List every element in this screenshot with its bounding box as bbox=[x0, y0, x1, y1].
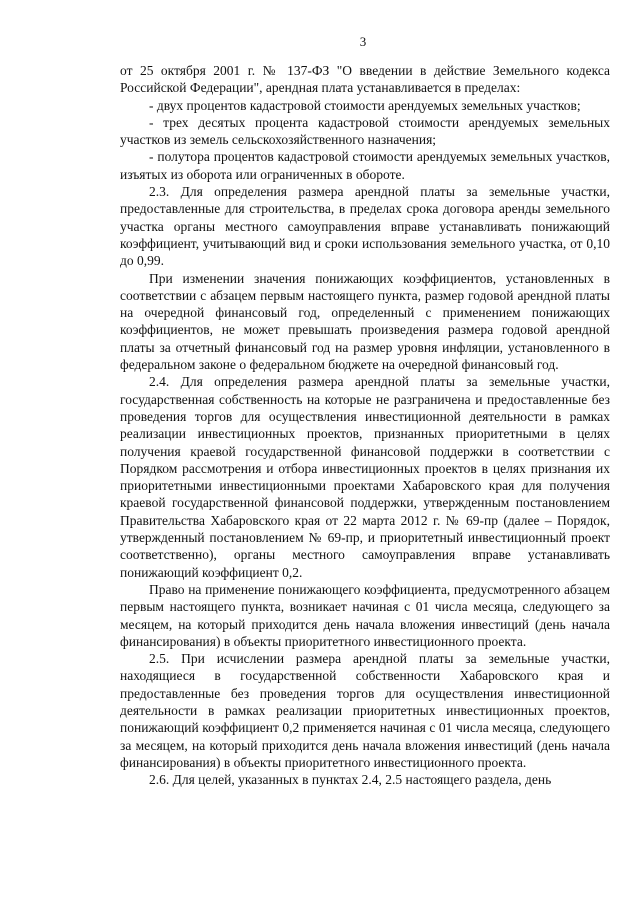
list-item-two-percent: - двух процентов кадастровой стоимости арендуемых земельных участков; bbox=[149, 97, 581, 113]
clause-2-5: 2.5. При исчислении размера арендной платы за земельные участки, находящиеся в государственной собственности Хабаровского края и предоставленные без проведения торгов для осуществления инвестиционной деятельности в рамках реализации приоритетных инвестиционных проектов, понижающий коэффициент 0,2 применяется начиная с 01 числа месяца, следующего за месяцем, на который приходится день начала вложения инвестиций (день начала финансирования) в объекты приоритетного инвестиционного проекта. bbox=[120, 651, 610, 770]
clause-2-4: 2.4. Для определения размера арендной платы за земельные участки, государственная собственность на которые не разграничена и предоставленные без проведения торгов для осуществления инвестиционной деятельности в рамках реализации инвестиционных проектов, признанных приоритетными в целях получения краевой государственной финансовой поддержки в соответствии с Порядком рассмотрения и отбора инвестиционных проектов в целях признания их приоритетными инвестиционными проектами Хабаровского края для получения краевой государственной финансовой поддержки, утвержденным постановлением Правительства Хабаровского края от 22 марта 2012 г. № 69-пр (далее – Порядок, утвержденный постановлением № 69-пр, и приоритетный инвестиционный проект соответственно), органы местного самоуправления вправе устанавливать понижающий коэффициент 0,2. bbox=[120, 374, 610, 580]
clause-2-6: 2.6. Для целей, указанных в пунктах 2.4, 2.5 настоящего раздела, день bbox=[149, 772, 552, 788]
clause-2-4-paragraph-2: Право на применение понижающего коэффициента, предусмотренного абзацем первым настоящего пункта, возникает начиная с 01 числа месяца, следующего за месяцем, на который приходится день начала вложения инвестиций (день начала финансирования) в объекты приоритетного инвестиционного проекта. bbox=[120, 581, 610, 649]
document-body bbox=[120, 62, 610, 788]
list-item-three-tenths: - трех десятых процента кадастровой стоимости арендуемых земельных участков из земель сельскохозяйственного назначения; bbox=[120, 114, 610, 148]
clause-2-3: 2.3. Для определения размера арендной платы за земельные участки, предоставленные для строительства, в пределах срока договора аренды земельного участка органы местного самоуправления вправе устанавливать понижающий коэффициент, учитывающий вид и сроки использования земельного участка, от 0,10 до 0,99. bbox=[120, 184, 610, 269]
clause-2-3-paragraph-2: При изменении значения понижающих коэффициентов, установленных в соответствии с абзацем первым настоящего пункта, размер годовой арендной платы на очередной финансовый год, определенный с применением понижающих коэффициентов, не может превышать произведения размера годовой арендной платы за отчетный финансовый год на размер уровня инфляции, установленного в федеральном законе о федеральном бюджете на очередной финансовый год. bbox=[120, 270, 610, 373]
list-item-one-and-half-percent: - полутора процентов кадастровой стоимости арендуемых земельных участков, изъятых из оборота или ограниченных в обороте. bbox=[120, 149, 610, 182]
paragraph-continuation: от 25 октября 2001 г. № 137-ФЗ "О введении в действие Земельного кодекса Российской Федерации", арендная плата устанавливается в пределах: bbox=[120, 63, 610, 96]
page-number: 3 bbox=[359, 34, 367, 49]
